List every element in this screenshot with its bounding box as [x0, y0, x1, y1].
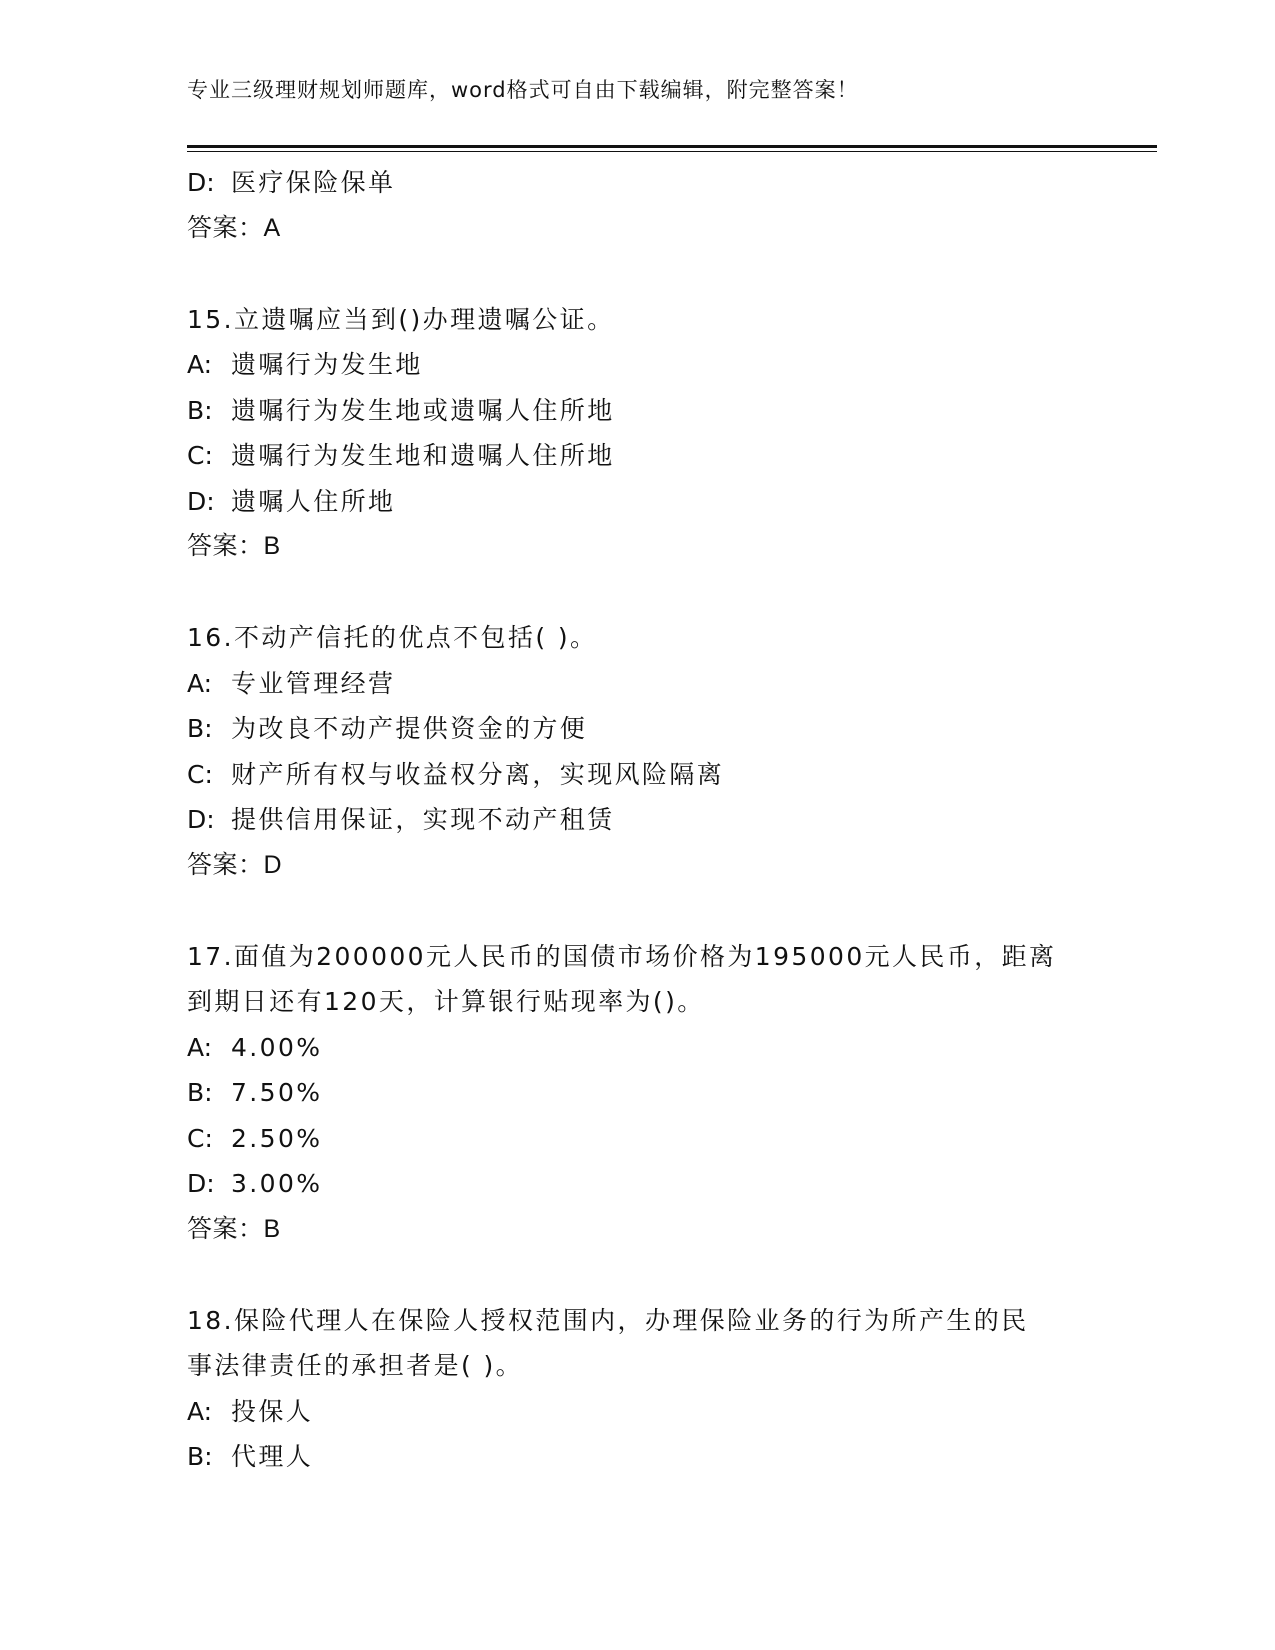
option-key: B:	[187, 1078, 213, 1107]
option-line	[187, 479, 1087, 525]
question-stem: 17.面值为200000元人民币的国债市场价格为195000元人民币，距离	[187, 941, 1057, 971]
option-line	[187, 160, 1087, 206]
option-text: 4.00%	[231, 1032, 323, 1062]
option-line	[187, 1116, 1087, 1162]
option-text: 3.00%	[231, 1169, 323, 1198]
option-line	[187, 1161, 1087, 1207]
option-key: D:	[187, 1169, 215, 1198]
option-text: 遗嘱行为发生地或遗嘱人住所地	[231, 395, 615, 425]
option-key: C:	[187, 441, 213, 470]
option-key: A:	[187, 1032, 213, 1062]
option-text: 为改良不动产提供资金的方便	[231, 714, 588, 743]
option-key: A:	[187, 1396, 213, 1426]
option-text: 2.50%	[231, 1123, 323, 1153]
option-key: C:	[187, 759, 213, 789]
page-header: 专业三级理财规划师题库，word格式可自由下载编辑，附完整答案！	[187, 78, 859, 102]
option-text: 遗嘱人住所地	[231, 486, 396, 516]
option-line	[187, 661, 1087, 707]
answer-line: 答案：D	[187, 850, 283, 879]
option-text: 提供信用保证，实现不动产租赁	[231, 805, 615, 834]
option-key: D:	[187, 486, 215, 516]
option-key: A:	[187, 668, 213, 698]
option-text: 遗嘱行为发生地和遗嘱人住所地	[231, 441, 615, 470]
header-rule-thin	[187, 151, 1157, 152]
option-text: 财产所有权与收益权分离，实现风险隔离	[231, 759, 725, 789]
option-key: B:	[187, 1442, 213, 1471]
option-key: B:	[187, 714, 213, 743]
question-stem-continued: 到期日还有120天，计算银行贴现率为()。	[187, 987, 705, 1016]
option-line	[187, 342, 1087, 388]
option-key: A:	[187, 350, 213, 379]
option-key: C:	[187, 1123, 213, 1153]
option-line	[187, 797, 1087, 843]
option-text: 遗嘱行为发生地	[231, 350, 423, 379]
spacer	[187, 1252, 1087, 1298]
option-line	[187, 1025, 1087, 1071]
option-line	[187, 388, 1087, 434]
answer-line: 答案：B	[187, 532, 281, 560]
question-stem-continued: 事法律责任的承担者是( )。	[187, 1351, 524, 1380]
option-key: D:	[187, 805, 215, 834]
option-line	[187, 1389, 1087, 1435]
question-content	[187, 160, 1087, 1480]
question-stem: 16.不动产信托的优点不包括( )。	[187, 623, 598, 652]
question-stem: 15.立遗嘱应当到()办理遗嘱公证。	[187, 304, 615, 334]
option-text: 医疗保险保单	[231, 168, 396, 197]
option-text: 专业管理经营	[231, 668, 396, 698]
option-text: 7.50%	[231, 1078, 323, 1107]
option-text: 投保人	[231, 1396, 314, 1426]
question-stem: 18.保险代理人在保险人授权范围内，办理保险业务的行为所产生的民	[187, 1305, 1029, 1335]
option-line	[187, 1434, 1087, 1480]
option-key: D:	[187, 168, 215, 197]
option-line	[187, 433, 1087, 479]
option-line	[187, 752, 1087, 798]
header-rule-thick	[187, 145, 1157, 148]
answer-line: 答案：A	[187, 213, 281, 242]
answer-line: 答案：B	[187, 1214, 281, 1243]
option-key: B:	[187, 395, 213, 425]
spacer	[187, 251, 1087, 297]
spacer	[187, 570, 1087, 616]
option-line	[187, 706, 1087, 752]
option-text: 代理人	[231, 1442, 314, 1471]
spacer	[187, 888, 1087, 934]
option-line	[187, 1070, 1087, 1116]
